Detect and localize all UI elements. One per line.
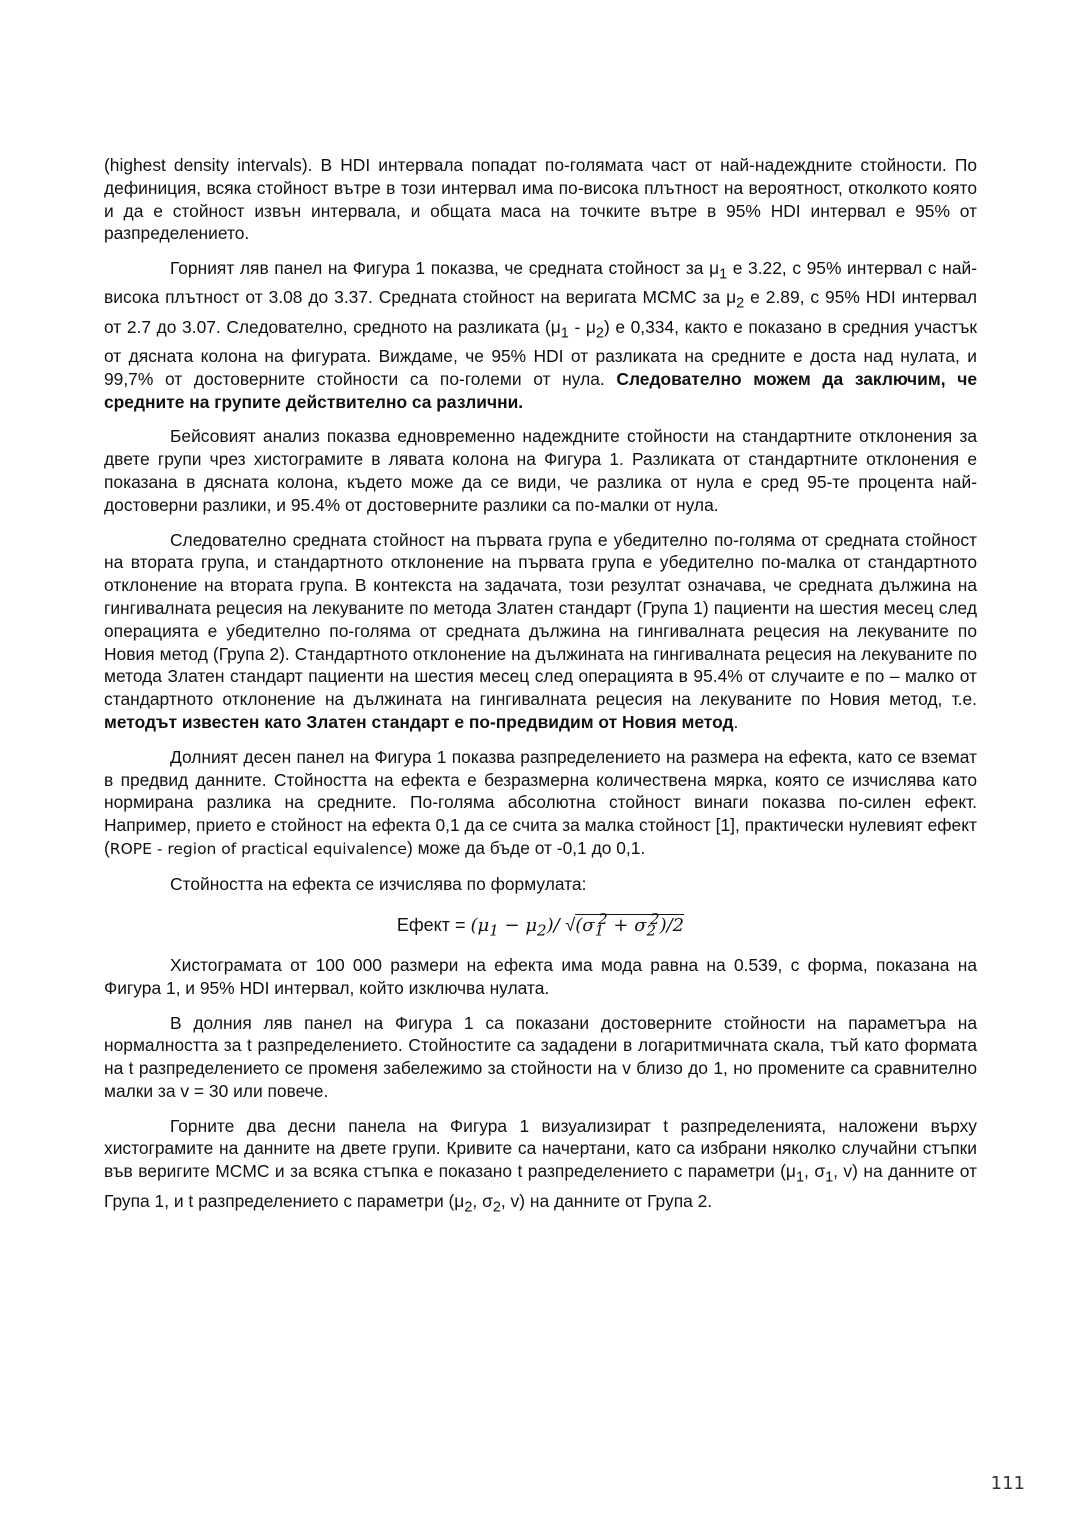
paragraph-means: Горният ляв панел на Фигура 1 показва, че средната стойност за $\mu_1$ е 3.22, с 95% интервал с най-висока плътност от 3.08 до 3.37. Средната стойност на веригата MCMC за $\mu_2$ е 2.89, с 95% HDI интервал от 2.7 до 3.07. Следователно, средното на разликата $(\mu_1 - \mu_2)$ е 0,334, както е показано в средния участък от дясната колона на фигурата. Виждаме, че 95% HDI от разликата на средните е доста над нулата, и 99,7% от достоверните стойности са по-големи от нула. Следователно можем да заключим, че средните на групите действително са различни.: [104, 258, 978, 412]
sqrt-content: $(\sigma_1^2 + \sigma_2^2)/2$: [575, 909, 685, 940]
conclusion-means: Следователно можем да заключим, че средните на групите действително са различни.: [104, 368, 977, 412]
paragraph-t-distributions: Горните два десни панела на Фигура 1 визуализират t разпределенията, наложени върху хистограмите на данните на двете групи. Кривите са начертани, като са избрани няколко случайни стъпки във веригите MCMC и за всяка стъпка е показано t разпределението с параметри ($\mu_1$, $\sigma_1$, v) на данните от Група 1, и t разпределението с параметри ($\mu_2$, $\sigma_2$, v) на данните от Група 2.: [104, 1115, 978, 1216]
sqrt-symbol: √: [565, 914, 576, 935]
effect-size-formula: Ефект = $(\mu_1 - \mu_2)/$ $√(\sigma_1^2 + \sigma_2^2)/2$: [396, 909, 685, 940]
paragraph-hdi-definition: (highest density intervals). В HDI интервала попадат по-голямата част от най-надеждните стойности. По дефиниция, всяка стойност вътре в този интервал има по-висока плътност на вероятност, отколкото която и да е стойност извън интервала, и общата маса на точките вътре в 95% HDI интервал е 95% от разпределението.: [104, 155, 977, 244]
paragraph-formula-intro: Стойността на ефекта се изчислява по формулата:: [170, 873, 587, 894]
paragraph-interpretation: Следователно средната стойност на първата група е убедително по-голяма от средната стойност на втората група, и стандартното отклонение на първата група е убедително по-малка от стандартното отклонение на втората група. В контекста на задачата, този резултат означава, че средната дължина на гингивалната рецесия на лекуваните по метода Златен стандарт (Група 1) пациенти на шестия месец след операцията е убедително по-голяма от средната дължина на гингивалната рецесия на лекуваните по Новия метод (Група 2). Стандартното отклонение на дължината на гингивалната рецесия на лекуваните по метода Златен стандарт пациенти на шестия месец след операцията в 95.4% от случаите е по – малко от стандартното отклонение на дължината на гингивалната рецесия на лекуваните по Новия метод, т.е. методът известен като Златен стандарт е по-предвидим от Новия метод.: [104, 529, 977, 732]
page-number: 111: [990, 1473, 1025, 1494]
paragraph-std-deviations: Бейсовият анализ показва едновременно надеждните стойности на стандартните отклонения за двете групи чрез хистограмите в лявата колона на Фигура 1. Разликата от стандартните отклонения е показана в дясната колона, където може да се види, че разлика от нула е сред 95-те процента най-достоверни разлики, и 95.4% от достоверните разлики са по-малки от нула.: [104, 426, 977, 515]
paragraph-effect-size: Долният десен панел на Фигура 1 показва разпределението на размера на ефекта, като се вземат в предвид данните. Стойността на ефекта е безразмерна количествена мярка, която се изчислява като нормирана разлика на средните. По-голяма абсолютна стойност винаги показва по-силен ефект. Например, прието е стойност на ефекта 0,1 да се счита за малка стойност [1], практически нулевият ефект (ROPE - region of practical equivalence) може да бъде от -0,1 до 0,1.: [104, 746, 977, 858]
conclusion-method: методът известен като Златен стандарт е по-предвидим от Новия метод: [104, 711, 734, 732]
paragraph-histogram: Хистограмата от 100 000 размери на ефекта има мода равна на 0.539, с форма, показана на Фигура 1, и 95% HDI интервал, който изключва нулата.: [104, 954, 977, 998]
document-body: [104, 154, 977, 1231]
paragraph-normality: В долния ляв панел на Фигура 1 са показани достоверните стойности на параметъра на нормалността за t разпределението. Стойностите са зададени в логаритмичната скала, тъй като формата на t разпределението се променя забележимо за стойности на v близо до 1, но промените са сравнително малки за v = 30 или повече.: [104, 1012, 977, 1101]
